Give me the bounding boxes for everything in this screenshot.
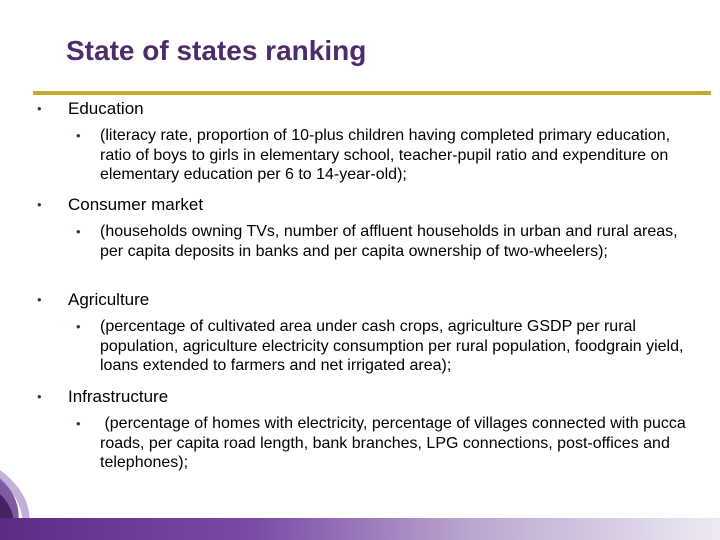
bullet-icon: • [76,416,81,431]
item-detail: (percentage of cultivated area under cash crops, agriculture GSDP per rural population, agriculture electricity consumption per rural population, foodgrain yield, loans extended to farmers and net irrigated area); [100,318,684,374]
bullet-icon: • [37,101,42,116]
item-detail: (literacy rate, proportion of 10-plus children having completed primary education, ratio of boys to girls in elementary school, teacher-pupil ratio and expenditure on elementary education per 6 to 14-year-old); [100,127,671,183]
item-heading: Infrastructure [68,387,169,406]
item-heading: Education [68,99,144,118]
footer-bar [0,518,720,540]
item-detail: (percentage of homes with electricity, percentage of villages connected with pucca roads, per capita road length, bank branches, LPG connections, post-offices and telephones); [100,415,691,471]
bullet-icon: • [76,319,81,334]
item-heading: Agriculture [68,290,150,309]
item-heading: Consumer market [68,195,204,214]
bullet-icon: • [37,389,42,404]
bullet-icon: • [76,128,81,143]
bullet-icon: • [37,292,42,307]
slide-title: State of states ranking [66,35,367,66]
bullet-icon: • [37,197,42,212]
item-detail: (households owning TVs, number of affluent households in urban and rural areas, per capita deposits in banks and per capita ownership of two-wheelers); [100,223,678,260]
title-underline [33,91,711,95]
bullet-icon: • [76,224,81,239]
